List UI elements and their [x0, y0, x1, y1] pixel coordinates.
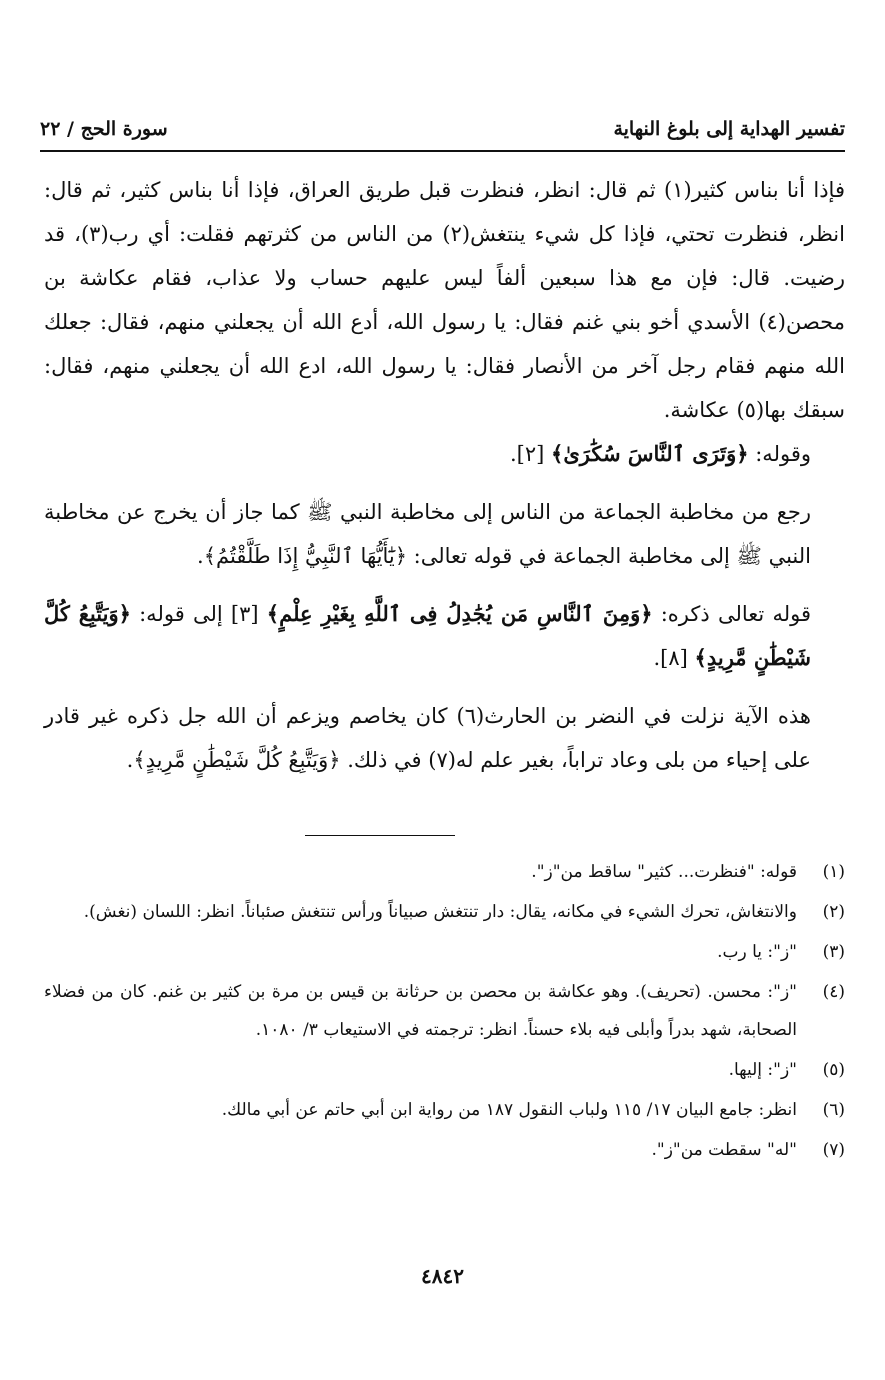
footnote-number: (٤) [822, 982, 845, 1002]
surah-reference: سورة الحج / ٢٢ [40, 118, 168, 140]
footnote-text: "ز": إليها. [728, 1060, 797, 1080]
footnote-item [44, 1131, 845, 1169]
running-header [40, 110, 845, 148]
footnote-item [44, 933, 845, 971]
footnote-item [44, 1051, 845, 1089]
footnote-text: قوله: "فنظرت... كثير" ساقط من"ز". [531, 862, 797, 882]
footnote-text: "ز": محسن. (تحريف). وهو عكاشة بن محصن بن حرثانة بن قيس بن مرة بن كثير بن غنم. كان من فضلاء الصحابة، شهد بدراً وأبلى فيه بلاء حسناً. انظر: ترجمته في الاستيعاب ٣/ ١٠٨٠. [44, 982, 797, 1040]
verse-2-intro: وقوله: [755, 442, 811, 466]
footnote-text: "له" سقطت من"ز". [651, 1140, 797, 1160]
footnote-number: (٢) [822, 902, 845, 922]
footnote-number: (٧) [822, 1140, 845, 1160]
footnote-item [44, 973, 845, 1049]
verse-8-number: [٨]. [653, 646, 688, 670]
verse-2-number: [٢]. [509, 442, 545, 466]
verse-3-quran: ﴿وَمِنَ ٱلنَّاسِ مَن يُجَٰدِلُ فِى ٱللَّهِ بِغَيْرِ عِلْمٍ﴾ [266, 601, 653, 626]
paragraph-address-shift: رجع من مخاطبة الجماعة من الناس إلى مخاطبة النبي ﷺ كما جاز أن يخرج عن مخاطبة النبي ﷺ إلى مخاطبة الجماعة في قوله تعالى: ﴿يَٰٓأَيُّهَا ٱلنَّبِيُّ إِذَا طَلَّقْتُمُ﴾. [44, 500, 811, 568]
footnote-item [44, 893, 845, 931]
book-title: تفسير الهداية إلى بلوغ النهاية [613, 118, 845, 140]
footnote-number: (٥) [822, 1060, 845, 1080]
paragraph-hadith: فإذا أنا بناس كثير(١) ثم قال: انظر، فنظرت قبل طريق العراق، فإذا أنا بناس كثير، ثم قال: انظر، فنظرت تحتي، فإذا كل شيء ينتغش(٢) من الناس من كثرتهم فقلت: أي رب(٣)، قد رضيت. قال: فإن مع هذا سبعين ألفاً ليس عليهم حساب ولا عذاب، فقام عكاشة بن محصن(٤) الأسدي أخو بني غنم فقال: يا رسول الله، أدع الله أن يجعلني منهم، فقال: جعلك الله منهم فقام رجل آخر من الأنصار فقال: يا رسول الله، ادع الله أن يجعلني منهم، فقال: سبقك بها(٥) عكاشة. [44, 178, 845, 422]
footnote-number: (١) [822, 862, 845, 882]
verse-8-quran: ﴿وَيَتَّبِعُ كُلَّ شَيْطَٰنٍ مَّرِيدٍ﴾ [44, 601, 811, 670]
footnote-text: انظر: جامع البيان ١٧/ ١١٥ ولباب النقول ١٨٧ من رواية ابن أبي حاتم عن أبي مالك. [221, 1100, 797, 1120]
verse-2-quran: ﴿وَتَرَى ٱلنَّاسَ سُكَٰرَىٰ﴾ [551, 441, 749, 466]
footnote-text: والانتغاش، تحرك الشيء في مكانه، يقال: دار تنتغش صبياناً ورأس تنتغش صئباناً. انظر: اللسان (نغش). [83, 902, 797, 922]
footnote-text: "ز": يا رب. [717, 942, 797, 962]
paragraph-nadr: هذه الآية نزلت في النضر بن الحارث(٦) كان يخاصم ويزعم أن الله جل ذكره غير قادر على إحياء من بلى وعاد تراباً، بغير علم له(٧) في ذلك. ﴿وَيَتَّبِعُ كُلَّ شَيْطَٰنٍ مَّرِيدٍ﴾. [44, 704, 811, 772]
verse-2-line [44, 432, 845, 476]
header-divider [40, 150, 845, 152]
footnote-item [44, 1091, 845, 1129]
verse-3-intro: قوله تعالى ذكره: [660, 602, 811, 626]
footnote-number: (٣) [822, 942, 845, 962]
page-number: ٤٨٤٢ [421, 1264, 464, 1288]
footnotes [44, 853, 845, 1171]
verse-3-line [44, 592, 845, 680]
footnote-number: (٦) [822, 1100, 845, 1120]
verse-3-middle: [٣] إلى قوله: [139, 602, 259, 626]
footnote-divider [305, 835, 455, 836]
footnote-item [44, 853, 845, 891]
main-text [44, 168, 845, 782]
